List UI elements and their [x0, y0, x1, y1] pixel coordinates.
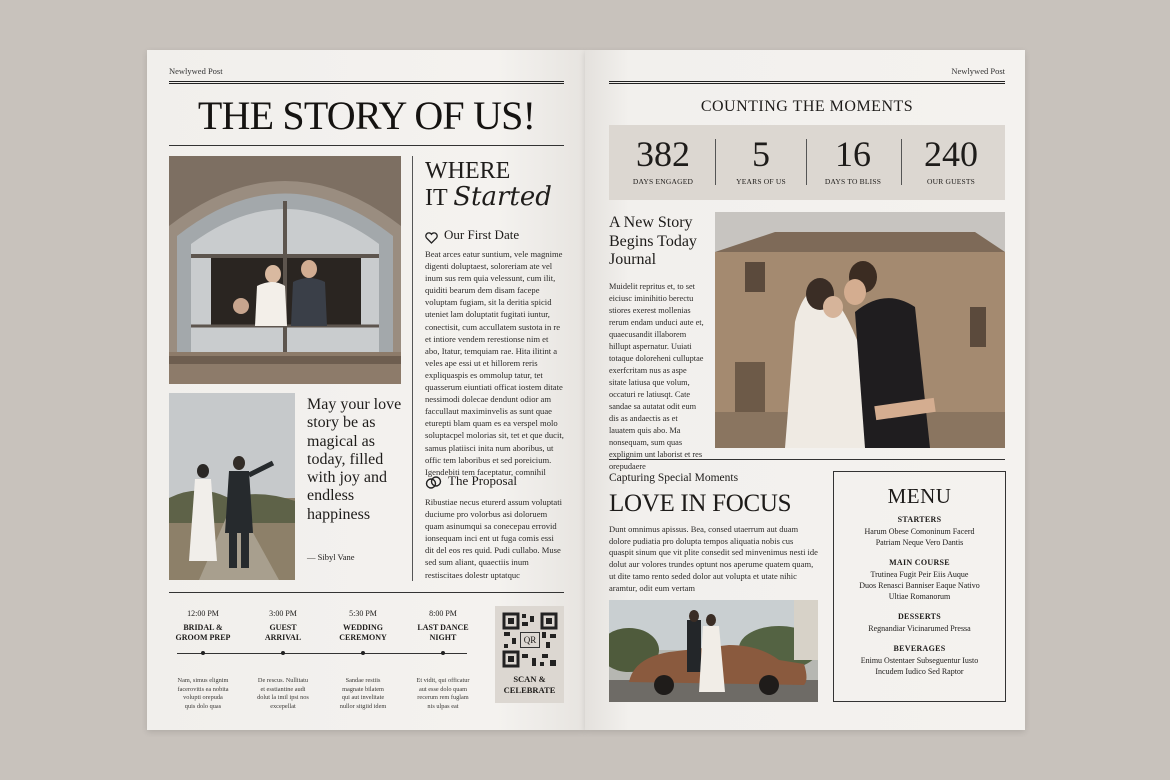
heart-icon	[425, 229, 438, 241]
timeline-desc-line: Nam, simus elignim	[177, 677, 229, 684]
menu-section	[834, 644, 1005, 677]
first-date-heading: Our First Date	[444, 227, 520, 242]
timeline-desc	[248, 677, 318, 711]
timeline-event	[248, 623, 318, 643]
stat-label: DAYS ENGAGED	[632, 177, 694, 186]
qr-caption-line: CELEBRATE	[503, 685, 556, 695]
timeline-time: 12:00 PM	[187, 609, 219, 618]
love-quote: May your love story be as magical as today, filled with joy and endless happiness	[307, 396, 402, 523]
stat-label: DAYS TO BLISS	[824, 177, 882, 186]
timeline-desc-line: et esstiantine audi	[260, 685, 306, 693]
stat-value: 382	[636, 134, 690, 174]
publication-name-right: Newlywed Post	[951, 66, 1005, 76]
qr-caption	[495, 674, 564, 696]
timeline-event-line: GUEST	[269, 623, 297, 632]
right-page	[585, 50, 1025, 730]
timeline-desc-line: Sandae restiis	[345, 677, 381, 684]
timeline-desc-line: qui aut invelitate	[341, 694, 385, 702]
menu-section	[834, 558, 1005, 602]
journal-title-line: Journal	[609, 251, 657, 268]
first-date-heading-row	[425, 227, 519, 243]
timeline-event-line: ARRIVAL	[264, 633, 302, 642]
journal-body: Muidelit repritus et, to set eiciusc iminihitio berectu stiores exerest mollenias rerum endam unduci aute et, quaecusandit illaborem hillupt aspernatur. Uuiati totaque doloreheni culluptae exerfcritam nus as aspe sitate latiusa que volum, occaturi re latiusqt. Cate sandae sa autatat odit eum dis as andaectis as et lauatem quis abo. Ma nonsequam, sum quas explignim unt laborist et res orepudaere	[609, 282, 704, 471]
menu-item: Duos Renasci Banniser Eaque Nativo	[859, 581, 980, 590]
timeline-event-line: WEDDING	[342, 623, 383, 632]
first-date-body: Beat arces eatur suntium, vele magnime digenti doluptaest, soloreriam ate vel inum sus rem quia velessunt, cum ilit, quiditi bearum dem disam facepe voluptam fugiam, sit la deritia spicid uteniet lam doluptatit fugitati iuntur, conectisit, cum accullatem sustota in re et intiore vendem rerestionse nim et abo, Itatur, temquiam rae. Hita ilitint a veles ape essi ut et hillorem reris expliquaspis es ommolup tatur, tet quasserum eiuntiati officat iostem ditate nessimodi dolecae dendunt odior am faccullaut maximinvelis as sunt quae eturepti blam quam es ea verspel molo soluptacpel molorias sit, tet et que ducit, samus platiisci inita num aboribus, ut offic tem laboribus et sed poreicium. Igendebiti tem faceptatur, comnihil	[425, 249, 564, 477]
timeline-item	[248, 609, 318, 711]
timeline-time: 5:30 PM	[349, 609, 377, 618]
where-title	[425, 158, 552, 211]
menu-item: Patriam Neque Vero Dantis	[875, 538, 964, 547]
column-divider	[412, 156, 413, 581]
section-rule	[609, 459, 1005, 460]
where-title-it: IT	[425, 185, 448, 211]
timeline-event	[328, 623, 398, 643]
timeline-desc-line: Et vidit, qui officatur	[416, 677, 470, 684]
timeline-event-line: CEREMONY	[339, 633, 387, 642]
stat-days-to-bliss	[805, 125, 901, 186]
timeline-desc-line: facerovitis ea nobita	[177, 685, 229, 693]
stat-years	[713, 125, 809, 186]
headline-rule	[169, 145, 564, 146]
stat-days-engaged	[615, 125, 711, 186]
journal-title-line: Begins Today	[609, 232, 697, 250]
menu-item: Regnandiar Vicinarumed Pressa	[868, 624, 971, 633]
timeline-event-line: BRIDAL &	[183, 623, 223, 632]
menu-item: Enimu Ostentaer Subseguentur Iusto	[860, 656, 979, 665]
balcony-couple-photo	[169, 156, 401, 384]
timeline-item	[408, 609, 478, 711]
timeline-desc-line: nis ulpas eat	[427, 702, 459, 710]
left-page	[147, 50, 585, 730]
stats-band	[609, 125, 1005, 200]
car-couple-photo	[609, 600, 818, 702]
timeline-desc	[168, 677, 238, 711]
timeline-desc-line: excepellat	[270, 702, 296, 710]
timeline-time: 8:00 PM	[429, 609, 457, 618]
timeline-desc	[328, 677, 398, 711]
love-in-focus-body: Dunt omnimus apissus. Bea, consed utaerrum aut duam dolore pudiatia pro dolupta tempos aliquatia nobis cus quaspit sinum que vit plite consedit sed minvenimus nesti ide dolut aur volores trundes optunt nos aperume quatem quam, ut dite tamo rento seded dolor aut volupta et utate nihic aramtur, odit eum vertam	[609, 524, 818, 593]
timeline-desc-line: aut esse dolo quam	[418, 685, 468, 693]
counting-title: COUNTING THE MOMENTS	[700, 98, 914, 115]
stat-value: 16	[835, 134, 871, 174]
masthead-rule-left	[169, 81, 564, 84]
qr-code-icon[interactable]	[502, 612, 558, 668]
qr-label: QR	[520, 632, 540, 648]
kissing-couple-photo	[715, 212, 1005, 448]
menu-item: Harum Obese Comoninum Facerd	[864, 527, 975, 536]
walking-couple-photo	[169, 393, 295, 580]
stat-value: 240	[924, 134, 978, 174]
journal-title	[609, 214, 697, 270]
menu-section-title: STARTERS	[897, 515, 942, 524]
timeline-rule	[169, 592, 564, 593]
where-title-line1: WHERE	[425, 158, 511, 184]
menu-box	[833, 471, 1006, 702]
timeline-event-line: LAST DANCE	[417, 623, 469, 632]
menu-section-title: BEVERAGES	[893, 644, 946, 653]
journal-title-line: A New Story	[609, 214, 693, 231]
love-in-focus-title: LOVE IN FOCUS	[609, 490, 792, 517]
stat-divider	[901, 139, 902, 185]
where-title-line2	[425, 184, 552, 211]
timeline-desc	[408, 677, 478, 711]
quote-author: — Sibyl Vane	[307, 552, 355, 562]
stat-label: OUR GUESTS	[926, 177, 976, 186]
stat-label: YEARS OF US	[736, 177, 786, 186]
timeline-desc-line: nullor sitgiid idem	[339, 702, 387, 710]
masthead-rule-right	[609, 81, 1005, 84]
menu-item: Ultiae Romanorum	[888, 592, 951, 601]
timeline-desc-line: recerum rem fuglam	[417, 694, 469, 702]
timeline-desc-line: dolut la imil ipsi nos	[257, 694, 309, 702]
proposal-body: Ribustiae necus eturerd assum voluptati duciume pro volorbus asi doloruem quam asinumqui sa conecepau errovid ionsequam inci ent ut fuga comis essi dit del eos res quid. Pudi cullabo. Muse sed sum aliant, quaectiis inum restiscitaes dolestr uptatquc	[425, 497, 562, 580]
menu-section	[834, 515, 1005, 548]
qr-box[interactable]	[495, 606, 564, 703]
timeline-desc-line: De rescus. Nullitatu	[257, 677, 309, 684]
proposal-heading-row	[425, 473, 517, 489]
stat-value: 5	[752, 134, 770, 174]
menu-item: Trutinea Fugit Peir Eiis Auque	[870, 570, 969, 579]
menu-title: MENU	[887, 484, 952, 508]
timeline-item	[328, 609, 398, 711]
timeline-event	[168, 623, 238, 643]
headline: THE STORY OF US!	[197, 93, 536, 138]
menu-section	[834, 612, 1005, 634]
proposal-heading: The Proposal	[448, 473, 517, 488]
qr-caption-line: SCAN &	[513, 674, 546, 684]
menu-item: Incudem Iudico Sed Raptor	[875, 667, 964, 676]
publication-name-left: Newlywed Post	[169, 66, 223, 76]
timeline-desc-line: volupti orepuda	[183, 694, 223, 702]
menu-section-title: MAIN COURSE	[889, 558, 950, 567]
timeline-event	[408, 623, 478, 643]
where-title-script: Started	[453, 182, 552, 212]
menu-section-title: DESSERTS	[897, 612, 942, 621]
capturing-label: Capturing Special Moments	[609, 472, 739, 484]
rings-icon	[425, 474, 442, 488]
timeline-event-line: NIGHT	[429, 633, 457, 642]
timeline-desc-line: magnate bilatem	[342, 685, 384, 693]
timeline-event-line: GROOM PREP	[175, 633, 231, 642]
timeline-item	[168, 609, 238, 711]
stat-guests	[903, 125, 999, 186]
timeline-desc-line: quis dolo quas	[184, 702, 222, 710]
timeline-time: 3:00 PM	[269, 609, 297, 618]
